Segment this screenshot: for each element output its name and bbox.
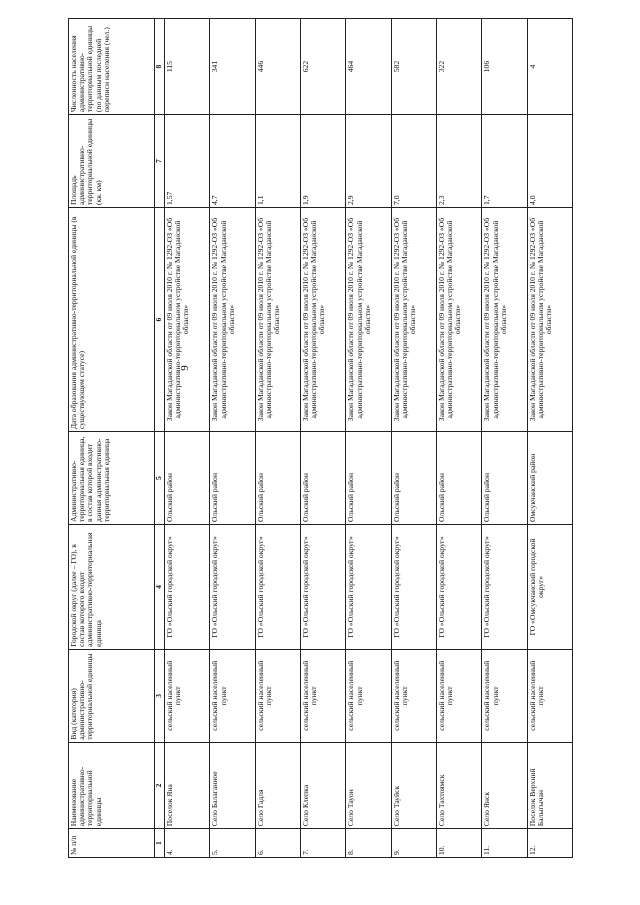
- formation-date: Закон Магаданской области от 09 июля 2010 г. № 1292-ОЗ «Об административно-территориальном устройстве Магаданской области»: [165, 207, 210, 431]
- header-cell: Численность населения административно-территориальной единицы (по данным последней переписи населения (чел.): [69, 19, 155, 115]
- population-value: 464: [346, 19, 391, 115]
- column-number: 4: [155, 525, 165, 650]
- column-number: 5: [155, 432, 165, 525]
- column-number: 7: [155, 115, 165, 208]
- formation-date: Закон Магаданской области от 09 июля 2010 г. № 1292-ОЗ «Об административно-территориальном устройстве Магаданской области»: [391, 207, 436, 431]
- population-value: 341: [210, 19, 255, 115]
- city-district: ГО «Ольский городской округ»: [391, 525, 436, 650]
- row-number: 10.: [436, 829, 481, 858]
- unit-name: Село Клепка: [300, 742, 345, 828]
- unit-name: Село Янск: [482, 742, 527, 828]
- formation-date: Закон Магаданской области от 09 июля 2010 г. № 1292-ОЗ «Об административно-территориальном устройстве Магаданской области»: [436, 207, 481, 431]
- unit-kind: сельский населенный пункт: [346, 649, 391, 742]
- unit-kind: сельский населенный пункт: [527, 649, 572, 742]
- city-district: ГО «Ольский городской округ»: [165, 525, 210, 650]
- unit-kind: сельский населенный пункт: [436, 649, 481, 742]
- row-number: 5.: [210, 829, 255, 858]
- unit-name: Село Тахтоямск: [436, 742, 481, 828]
- city-district: ГО «Ольский городской округ»: [436, 525, 481, 650]
- table-row: [482, 19, 527, 858]
- area-value: 1,57: [165, 115, 210, 208]
- formation-date: Закон Магаданской области от 09 июля 2010 г. № 1292-ОЗ «Об административно-территориальном устройстве Магаданской области»: [482, 207, 527, 431]
- population-value: 322: [436, 19, 481, 115]
- unit-name: Село Тауйск: [391, 742, 436, 828]
- area-value: 4,7: [210, 115, 255, 208]
- population-value: 582: [391, 19, 436, 115]
- table-row: [346, 19, 391, 858]
- formation-date: Закон Магаданской области от 09 июля 2010 г. № 1292-ОЗ «Об административно-территориальном устройстве Магаданской области»: [300, 207, 345, 431]
- unit-kind: сельский населенный пункт: [391, 649, 436, 742]
- column-number: 3: [155, 649, 165, 742]
- area-value: 2,9: [346, 115, 391, 208]
- formation-date: Закон Магаданской области от 09 июля 2010 г. № 1292-ОЗ «Об административно-территориальном устройстве Магаданской области»: [527, 207, 572, 431]
- table-row: [165, 19, 210, 858]
- table-row: [210, 19, 255, 858]
- area-value: 1,7: [482, 115, 527, 208]
- page-number: 9: [178, 365, 191, 371]
- unit-name: Поселок Яна: [165, 742, 210, 828]
- parent-unit: Ольский район: [436, 432, 481, 525]
- header-cell: № п/п: [69, 829, 155, 858]
- formation-date: Закон Магаданской области от 09 июля 2010 г. № 1292-ОЗ «Об административно-территориальном устройстве Магаданской области»: [346, 207, 391, 431]
- city-district: ГО «Омсукчанский городской округ»: [527, 525, 572, 650]
- row-number: 4.: [165, 829, 210, 858]
- area-value: 7,0: [391, 115, 436, 208]
- header-cell: Наименование административно-территориальной единицы: [69, 742, 155, 828]
- header-row: [69, 19, 155, 858]
- rotated-table-container: [68, 18, 573, 858]
- unit-kind: сельский населенный пункт: [210, 649, 255, 742]
- territorial-units-table: [68, 18, 573, 858]
- population-value: 106: [482, 19, 527, 115]
- parent-unit: Ольский район: [346, 432, 391, 525]
- table-row: [391, 19, 436, 858]
- column-number: 8: [155, 19, 165, 115]
- unit-name: Село Балаганное: [210, 742, 255, 828]
- unit-kind: сельский населенный пункт: [482, 649, 527, 742]
- header-cell: Городской округ (далее – ГО), в состав которого входит административно-территориальная единица: [69, 525, 155, 650]
- column-number: 2: [155, 742, 165, 828]
- unit-kind: сельский населенный пункт: [255, 649, 300, 742]
- city-district: ГО «Ольский городской округ»: [482, 525, 527, 650]
- parent-unit: Ольский район: [391, 432, 436, 525]
- city-district: ГО «Ольский городской округ»: [210, 525, 255, 650]
- table-row: [527, 19, 572, 858]
- header-cell: Площадь административно-территориальной единицы (кв. км): [69, 115, 155, 208]
- parent-unit: Ольский район: [165, 432, 210, 525]
- column-number-row: [155, 19, 165, 858]
- row-number: 12.: [527, 829, 572, 858]
- population-value: 115: [165, 19, 210, 115]
- city-district: ГО «Ольский городской округ»: [255, 525, 300, 650]
- unit-name: Село Тауон: [346, 742, 391, 828]
- unit-name: Село Гадля: [255, 742, 300, 828]
- area-value: 4,0: [527, 115, 572, 208]
- table-row: [300, 19, 345, 858]
- header-cell: Дата образования административно-территориальной единицы (в существующем статусе): [69, 207, 155, 431]
- row-number: 6.: [255, 829, 300, 858]
- unit-name: Поселок Верхний Балыгычан: [527, 742, 572, 828]
- formation-date: Закон Магаданской области от 09 июля 2010 г. № 1292-ОЗ «Об административно-территориальном устройстве Магаданской области»: [210, 207, 255, 431]
- header-cell: Административно-территориальная единица, в состав которой входит данная административно-территориальная единица: [69, 432, 155, 525]
- formation-date: Закон Магаданской области от 09 июля 2010 г. № 1292-ОЗ «Об административно-территориальном устройстве Магаданской области»: [255, 207, 300, 431]
- parent-unit: Ольский район: [255, 432, 300, 525]
- parent-unit: Омсукчанский район: [527, 432, 572, 525]
- unit-kind: сельский населенный пункт: [165, 649, 210, 742]
- area-value: 1,9: [300, 115, 345, 208]
- area-value: 1,1: [255, 115, 300, 208]
- population-value: 446: [255, 19, 300, 115]
- row-number: 9.: [391, 829, 436, 858]
- row-number: 7.: [300, 829, 345, 858]
- population-value: 622: [300, 19, 345, 115]
- area-value: 2,3: [436, 115, 481, 208]
- row-number: 11.: [482, 829, 527, 858]
- population-value: 4: [527, 19, 572, 115]
- column-number: 1: [155, 829, 165, 858]
- parent-unit: Ольский район: [210, 432, 255, 525]
- table-row: [436, 19, 481, 858]
- unit-kind: сельский населенный пункт: [300, 649, 345, 742]
- header-cell: Вид (категория) административно-территориальной единицы: [69, 649, 155, 742]
- table-row: [255, 19, 300, 858]
- row-number: 8.: [346, 829, 391, 858]
- column-number: 6: [155, 207, 165, 431]
- city-district: ГО «Ольский городской округ»: [300, 525, 345, 650]
- city-district: ГО «Ольский городской округ»: [346, 525, 391, 650]
- parent-unit: Ольский район: [482, 432, 527, 525]
- parent-unit: Ольский район: [300, 432, 345, 525]
